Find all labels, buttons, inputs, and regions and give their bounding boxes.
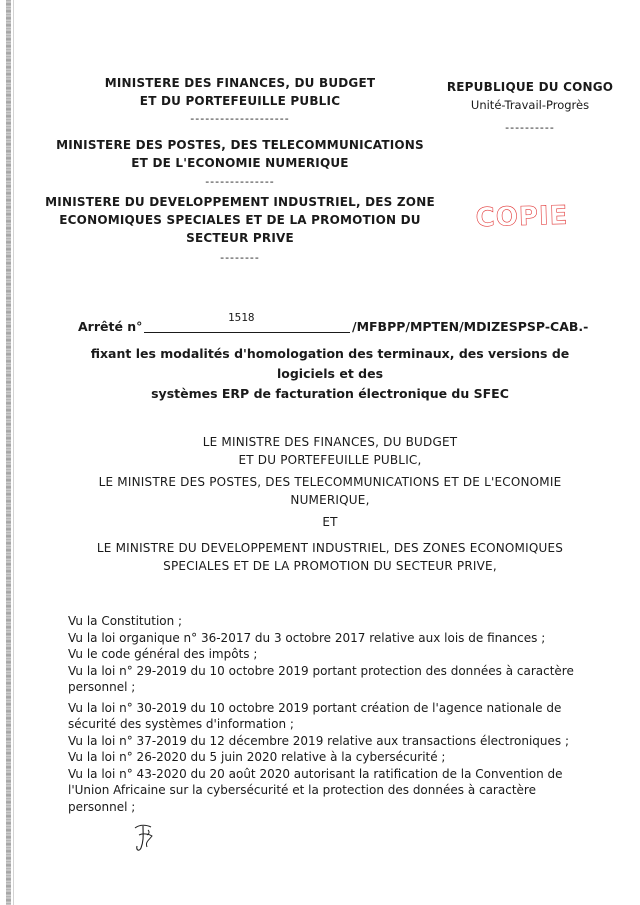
ministry-developpement-line1: MINISTERE DU DEVELOPPEMENT INDUSTRIEL, DES ZONE <box>45 195 435 209</box>
ministry-finances-line1: MINISTERE DES FINANCES, DU BUDGET <box>104 76 376 90</box>
vu-clauses <box>68 613 584 815</box>
minister-finances-line1: LE MINISTRE DES FINANCES, DU BUDGET <box>202 435 458 449</box>
vu-clause: Vu la loi n° 29-2019 du 10 octobre 2019 portant protection des données à caractère <box>68 663 574 678</box>
arrete-title-line1: fixant les modalités d'homologation des terminaux, des versions de logiciels et des <box>90 346 570 381</box>
republic-separator: ---------- <box>505 121 555 134</box>
vu-clause: Vu la loi n° 43-2020 du 20 août 2020 autorisant la ratification de la Convention de <box>68 766 563 781</box>
vu-clause: Vu la loi n° 30-2019 du 10 octobre 2019 portant création de l'agence nationale de <box>68 700 562 715</box>
separator-1: -------------------- <box>190 112 290 125</box>
vu-clause: Vu la Constitution ; <box>68 614 183 628</box>
ministers-block <box>60 433 600 575</box>
vu-clause: Vu la loi n° 37-2019 du 12 décembre 2019 relative aux transactions électroniques ; <box>68 733 570 748</box>
arrete-number: 1518 <box>228 311 255 324</box>
arrete-title-line2: systèmes ERP de facturation électronique du SFEC <box>151 386 509 401</box>
minister-developpement-line1: LE MINISTRE DU DEVELOPPEMENT INDUSTRIEL, DES ZONES ECONOMIQUES <box>96 541 564 555</box>
ministry-postes-line2: ET DE L'ECONOMIE NUMERIQUE <box>131 156 349 170</box>
vu-clause-continued: sécurité des systèmes d'information ; <box>68 717 294 731</box>
vu-clause: Vu la loi organique n° 36-2017 du 3 octobre 2017 relative aux lois de finances ; <box>68 630 546 645</box>
ministry-developpement-line2: ECONOMIQUES SPECIALES ET DE LA PROMOTION DU <box>59 213 421 227</box>
copie-stamp: COPIE <box>475 200 569 234</box>
ministry-finances-line2: ET DU PORTEFEUILLE PUBLIC <box>139 94 341 108</box>
minister-developpement-line2: SPECIALES ET DE LA PROMOTION DU SECTEUR PRIVE, <box>163 559 497 573</box>
arrete-prefix: Arrêté n° <box>78 319 143 334</box>
ministry-finances <box>100 74 380 110</box>
minister-postes-line2: NUMERIQUE, <box>290 493 370 507</box>
vu-clause-continued: l'Union Africaine sur la cybersécurité et la protection des données à caractère <box>68 783 536 797</box>
minister-postes-line1: LE MINISTRE DES POSTES, DES TELECOMMUNICATIONS ET DE L'ECONOMIE <box>98 475 562 489</box>
ministry-postes <box>40 136 440 172</box>
arrete-suffix: /MFBPP/MPTEN/MDIZESPSP-CAB.- <box>352 319 589 334</box>
ministry-developpement <box>30 193 450 247</box>
vu-clause: Vu le code général des impôts ; <box>68 647 258 661</box>
vu-clause: Vu la loi n° 26-2020 du 5 juin 2020 relative à la cybersécurité ; <box>68 750 446 764</box>
scan-edge <box>6 0 11 905</box>
arrete-title <box>60 344 600 404</box>
minister-et: ET <box>322 515 338 529</box>
scan-edge-line <box>13 0 14 905</box>
separator-2: -------------- <box>205 175 275 188</box>
separator-3: -------- <box>220 251 260 264</box>
national-motto: Unité-Travail-Progrès <box>470 98 590 112</box>
arrete-number-line <box>144 332 350 333</box>
ministry-developpement-line3: SECTEUR PRIVE <box>186 231 294 245</box>
vu-clause-continued: personnel ; <box>68 799 136 814</box>
minister-finances-line2: ET DU PORTEFEUILLE PUBLIC, <box>238 453 422 467</box>
handwritten-initials-icon <box>131 820 157 854</box>
republic-title: REPUBLIQUE DU CONGO <box>446 80 614 94</box>
vu-clause-continued: personnel ; <box>68 680 136 694</box>
ministry-postes-line1: MINISTERE DES POSTES, DES TELECOMMUNICATIONS <box>56 138 424 152</box>
